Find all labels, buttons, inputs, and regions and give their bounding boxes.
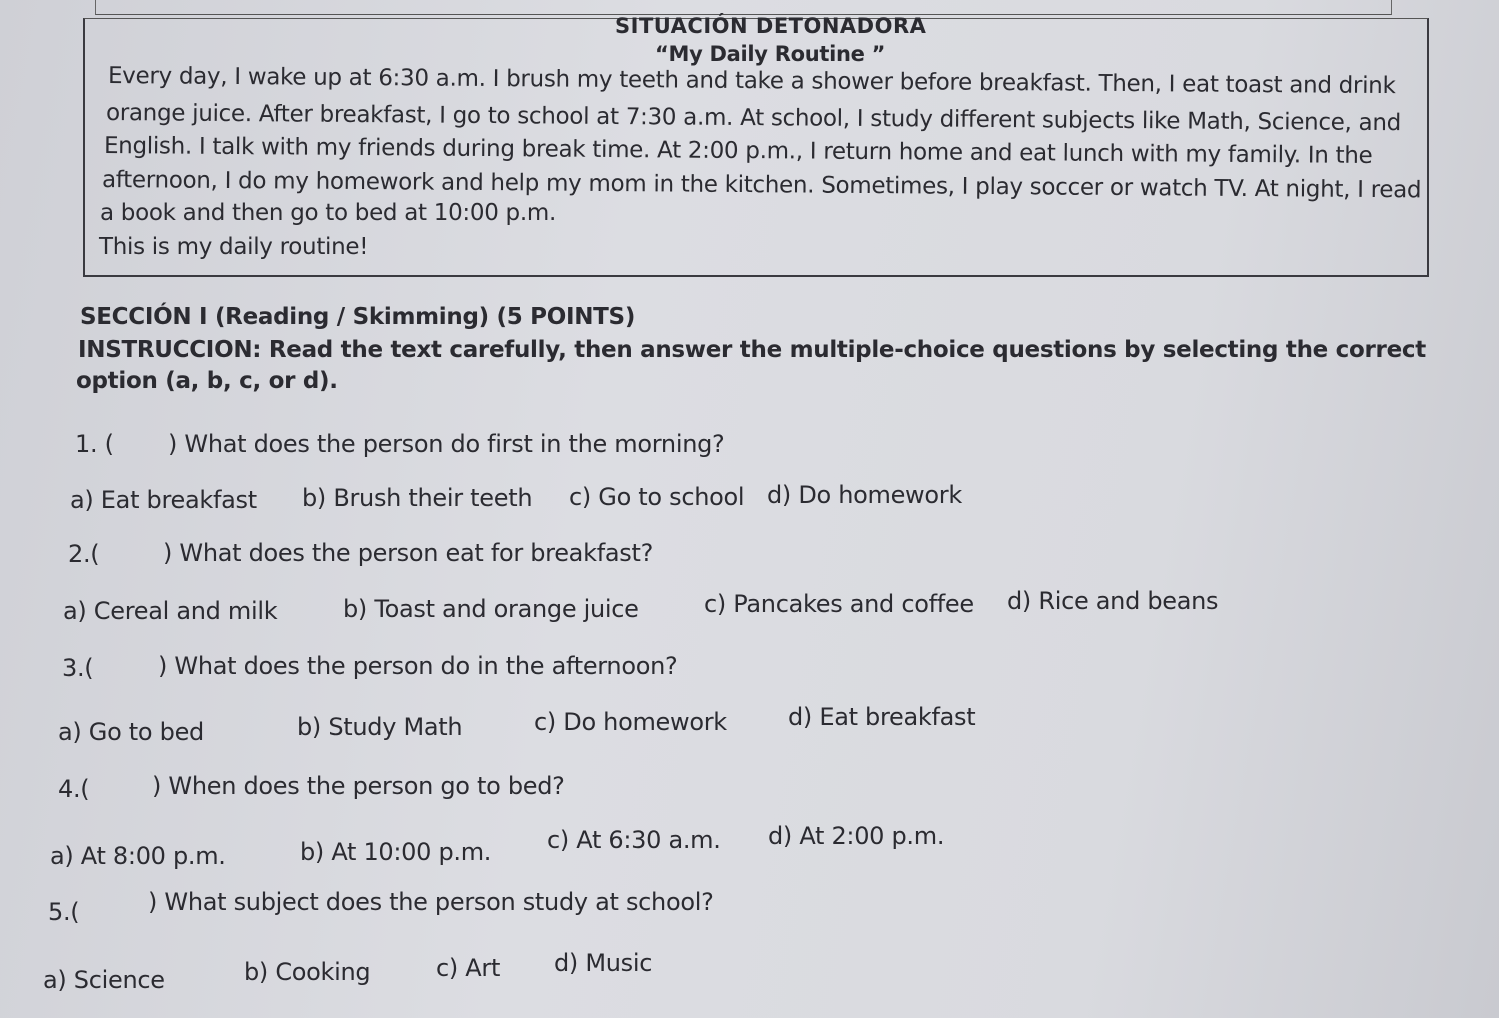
question-4-answer-blank[interactable]: [90, 775, 148, 803]
question-2-number: 2.(: [68, 540, 100, 568]
option: b) At 10:00 p.m.: [300, 838, 492, 866]
reading-line: Every day, I wake up at 6:30 a.m. I brush my teeth and take a shower before breakfast. Then, I eat toast and drink: [107, 63, 1396, 100]
question-1-number: 1. (: [75, 430, 114, 458]
option: b) Cooking: [244, 958, 371, 986]
reading-line: afternoon, I do my homework and help my mom in the kitchen. Sometimes, I play soccer or watch TV. At night, I read: [101, 167, 1422, 204]
question-1-answer-blank[interactable]: [108, 430, 163, 458]
option: d) At 2:00 p.m.: [768, 822, 945, 850]
question-3-answer-blank[interactable]: [94, 654, 152, 682]
question-5-text: ) What subject does the person study at school?: [148, 888, 714, 916]
option: c) Do homework: [534, 708, 727, 736]
question-4-number: 4.(: [58, 775, 90, 803]
instruction-line: option (a, b, c, or d).: [76, 368, 338, 394]
question-2-text: ) What does the person eat for breakfast?: [163, 539, 654, 567]
question-1-text: ) What does the person do first in the morning?: [168, 430, 725, 458]
option: b) Study Math: [297, 713, 463, 741]
header-table-edge: [95, 0, 1392, 15]
reading-line: orange juice. After breakfast, I go to school at 7:30 a.m. At school, I study different subjects like Math, Science, and: [105, 100, 1402, 137]
option: b) Brush their teeth: [302, 484, 533, 512]
option: a) Go to bed: [58, 718, 204, 746]
reading-line: a book and then go to bed at 10:00 p.m.: [100, 200, 556, 226]
option: a) Science: [43, 966, 165, 994]
reading-title: SITUACIÓN DETONADORA: [615, 14, 927, 38]
question-4-text: ) When does the person go to bed?: [152, 772, 565, 800]
option: c) Go to school: [569, 483, 745, 511]
question-3-number: 3.(: [62, 654, 94, 682]
reading-line: This is my daily routine!: [99, 234, 369, 260]
option: d) Music: [554, 949, 653, 977]
question-2-answer-blank[interactable]: [100, 540, 158, 568]
question-5-number: 5.(: [48, 898, 80, 926]
option: d) Do homework: [767, 481, 962, 509]
option: a) Cereal and milk: [63, 597, 278, 625]
option: a) At 8:00 p.m.: [50, 842, 226, 870]
option: a) Eat breakfast: [70, 486, 257, 514]
instruction-line: INSTRUCCION: Read the text carefully, then answer the multiple-choice questions by selecting the correct: [78, 337, 1426, 363]
option: d) Eat breakfast: [788, 703, 976, 731]
option: b) Toast and orange juice: [343, 595, 639, 623]
reading-line: English. I talk with my friends during break time. At 2:00 p.m., I return home and eat lunch with my family. In the: [103, 133, 1373, 169]
question-3-text: ) What does the person do in the afternoon?: [158, 652, 678, 680]
question-5-answer-blank[interactable]: [82, 898, 144, 926]
option: d) Rice and beans: [1007, 587, 1219, 615]
option: c) Pancakes and coffee: [704, 590, 974, 618]
option: c) At 6:30 a.m.: [547, 826, 721, 854]
option: c) Art: [436, 954, 501, 982]
reading-subtitle: “My Daily Routine ”: [655, 42, 886, 66]
section-heading: SECCIÓN I (Reading / Skimming) (5 POINTS): [80, 304, 636, 330]
